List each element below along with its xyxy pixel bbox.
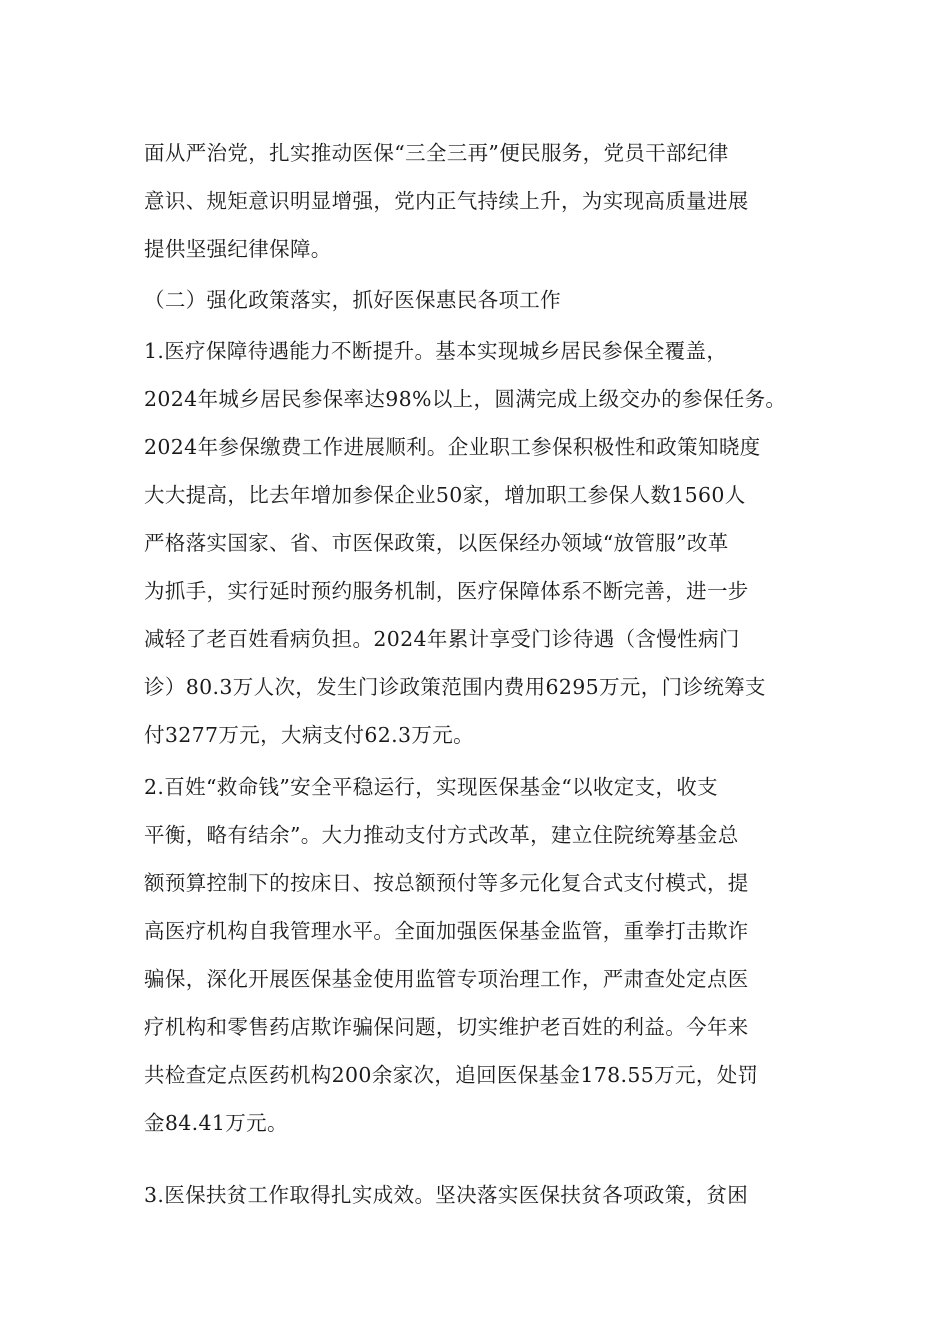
text-line: 额预算控制下的按床日、按总额预付等多元化复合式支付模式，提 xyxy=(144,871,749,895)
text-line: 面从严治党，扎实推动医保“三全三再”便民服务，党员干部纪律 xyxy=(144,141,729,165)
text-line: 疗机构和零售药店欺诈骗保问题，切实维护老百姓的利益。今年来 xyxy=(144,1015,749,1039)
text-line: 共检查定点医药机构200余家次，追回医保基金178.55万元，处罚 xyxy=(144,1063,759,1087)
text-line: 2024年参保缴费工作进展顺利。企业职工参保积极性和政策知晓度 xyxy=(144,435,761,459)
text-line: 1.医疗保障待遇能力不断提升。基本实现城乡居民参保全覆盖， xyxy=(144,339,728,363)
text-line: 减轻了老百姓看病负担。2024年累计享受门诊待遇（含慢性病门 xyxy=(144,627,740,651)
text-line: 2024年城乡居民参保率达98%以上，圆满完成上级交办的参保任务。 xyxy=(144,387,787,411)
text-line: 骗保，深化开展医保基金使用监管专项治理工作，严肃查处定点医 xyxy=(144,967,749,991)
text-line: 诊）80.3万人次，发生门诊政策范围内费用6295万元，门诊统筹支 xyxy=(144,675,766,699)
text-line: 意识、规矩意识明显增强，党内正气持续上升，为实现高质量进展 xyxy=(144,189,749,213)
text-line: 金84.41万元。 xyxy=(144,1111,288,1135)
text-line: 为抓手，实行延时预约服务机制，医疗保障体系不断完善，进一步 xyxy=(144,579,749,603)
section-heading: （二）强化政策落实，抓好医保惠民各项工作 xyxy=(144,288,561,312)
text-line: 付3277万元，大病支付62.3万元。 xyxy=(144,723,474,747)
text-line: 2.百姓“救命钱”安全平稳运行，实现医保基金“以收定支，收支 xyxy=(144,775,718,799)
text-line: 大大提高，比去年增加参保企业50家，增加职工参保人数1560人 xyxy=(144,483,746,507)
text-line: 提供坚强纪律保障。 xyxy=(144,237,332,261)
text-line: 高医疗机构自我管理水平。全面加强医保基金监管，重拳打击欺诈 xyxy=(144,919,749,943)
text-line: 3.医保扶贫工作取得扎实成效。坚决落实医保扶贫各项政策，贫困 xyxy=(144,1183,749,1207)
text-line: 严格落实国家、省、市医保政策，以医保经办领域“放管服”改革 xyxy=(144,531,729,555)
text-line: 平衡，略有结余”。大力推动支付方式改革，建立住院统筹基金总 xyxy=(144,823,739,847)
